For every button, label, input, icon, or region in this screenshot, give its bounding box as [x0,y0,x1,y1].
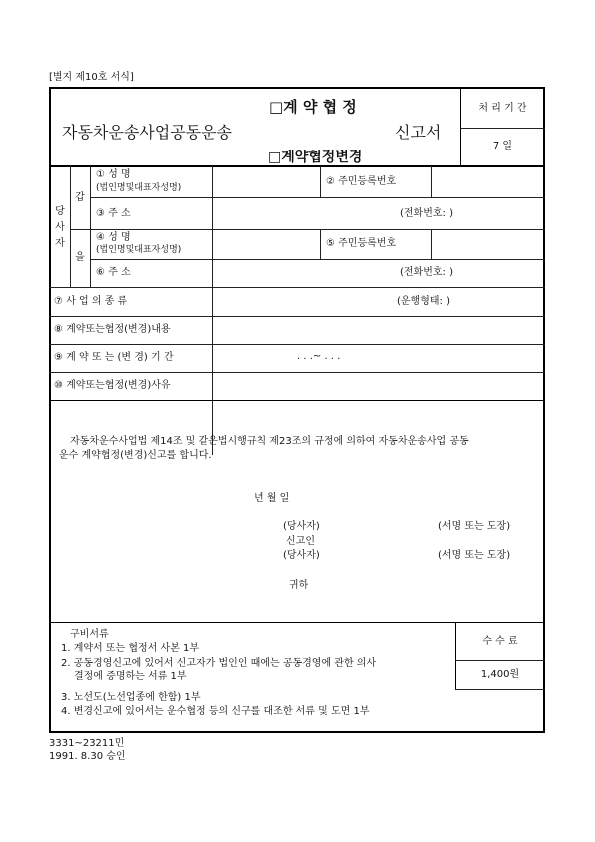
recipient-label: 귀하 [289,580,309,591]
id-number-label-b: ⑤ 주민등록번호 [326,238,397,249]
address-label-a: ③ 주 소 [96,208,131,219]
processing-period-value: 7 일 [492,141,513,152]
document-item-3: 3. 노선도(노선업종에 한함) 1부 [61,692,201,703]
phone-label-b: (전화번호: ) [400,267,453,278]
form-label: [별지 제10호 서식] [49,72,134,83]
documents-title: 구비서류 [70,629,109,640]
document-item-2a: 2. 공동경영신고에 있어서 신고자가 법인인 때에는 공동경영에 관한 의사 [61,658,377,669]
document-item-1: 1. 계약서 또는 협정서 사본 1부 [61,643,200,654]
name-sublabel-b: (법인명및대표자성명) [96,245,182,255]
form-title-suffix: 신고서 [395,123,442,142]
business-type-label: ⑦ 사 업 의 종 류 [54,296,128,307]
reason-label: ⑩ 계약또는협정(변경)사유 [54,380,171,391]
period-label: ⑨ 계 약 또 는 (변 경) 기 간 [54,352,174,363]
party-b-label: 을 [75,252,85,263]
operation-form-label: (운행형태: ) [397,296,450,307]
address-field-a[interactable] [213,198,544,228]
name-label-b: ④ 성 명 [96,232,131,243]
content-label: ⑧ 계약또는협정(변경)내용 [54,324,171,335]
option-change: □계약협정변경 [268,150,363,164]
fee-amount: 1,400원 [480,669,520,680]
id-number-field-b[interactable] [432,230,544,258]
parties-label-1: 당 [55,206,65,217]
name-label-a: ① 성 명 [96,169,131,180]
id-number-label-a: ② 주민등록번호 [326,176,397,187]
id-number-field-a[interactable] [432,167,544,196]
processing-period-label: 처 리 기 간 [478,103,527,114]
form-title: 자동차운송사업공동운송 [62,123,233,142]
name-sublabel-a: (법인명및대표자성명) [96,183,182,193]
option-contract: □계 약 협 정 [269,98,357,116]
statement-line-2: 운수 계약협정(변경)신고를 합니다. [59,450,212,461]
content-field[interactable] [213,317,544,343]
business-type-field[interactable] [213,288,544,315]
period-dates[interactable]: . . .~ . . . [297,351,341,362]
name-field-b[interactable] [213,230,319,258]
document-item-4: 4. 변경신고에 있어서는 운수협정 등의 신구를 대조한 서류 및 도면 1부 [61,706,370,717]
date-line[interactable]: 년 월 일 [254,493,290,504]
phone-label-a: (전화번호: ) [400,208,453,219]
form-code: 3331~23211민 [49,738,125,749]
party-2-label: (당사자) [283,550,320,561]
parties-label-3: 자 [55,238,65,249]
fee-label: 수 수 료 [482,636,518,647]
reason-field[interactable] [213,373,544,399]
reporter-label: 신고인 [286,536,315,547]
signature-2-label[interactable]: (서명 또는 도장) [438,550,511,561]
document-item-2b: 결정에 증명하는 서류 1부 [74,671,187,682]
party-1-label: (당사자) [283,521,320,532]
name-field-a[interactable] [213,167,319,196]
address-label-b: ⑥ 주 소 [96,267,131,278]
approval-date: 1991. 8.30 승인 [49,751,126,762]
statement-line-1: 자동차운수사업법 제14조 및 같은법시행규칙 제23조의 규정에 의하여 자동차운송사업 공동 [70,436,469,447]
parties-label-2: 사 [55,222,65,233]
party-a-label: 갑 [75,192,85,203]
signature-1-label[interactable]: (서명 또는 도장) [438,521,511,532]
address-field-b[interactable] [213,260,544,286]
